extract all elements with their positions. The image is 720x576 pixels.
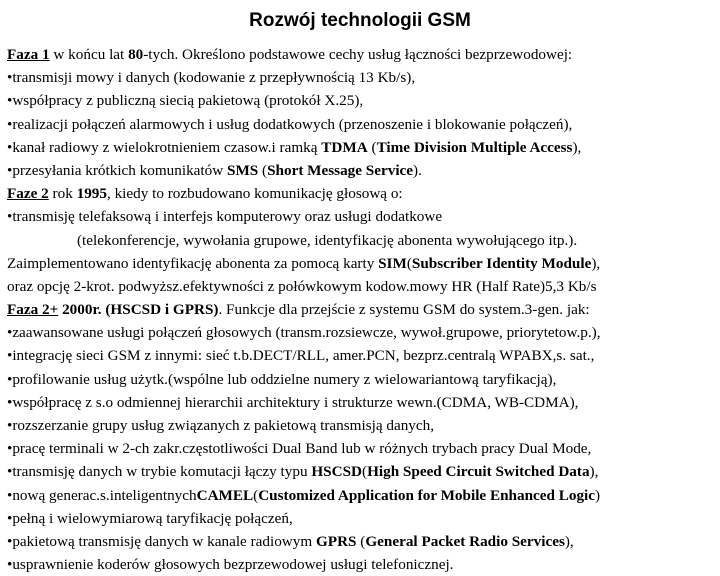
body-line: (telekonferencje, wywołania grupowe, identyfikację abonenta wywołującego itp.). — [77, 231, 578, 249]
body-line: •transmisję telefaksową i interfejs komputerowy oraz usługi dodatkowe — [7, 208, 443, 226]
slide-title: Rozwój technologii GSM — [249, 10, 471, 31]
body-line: •transmisję danych w trybie komutacji łączy typu HSCSD(High Speed Circuit Switched Data), — [7, 463, 599, 481]
body-line: •realizacji połączeń alarmowych i usług dodatkowych (przenoszenie i blokowanie połączeń), — [7, 115, 573, 133]
body-line: Faza 2+ 2000r. (HSCSD i GPRS). Funkcje dla przejście z systemu GSM do system.3-gen. jak: — [7, 301, 590, 319]
body-line: Zaimplementowano identyfikację abonenta za pomocą karty SIM(Subscriber Identity Module), — [7, 254, 601, 272]
body-line: •transmisji mowy i danych (kodowanie z przepływnością 13 Kb/s), — [7, 69, 416, 87]
body-line: •pracę terminali w 2-ch zakr.częstotliwości Dual Band lub w różnych trybach pracy Dual Mode, — [7, 440, 592, 458]
body-line: •pełną i wielowymiarową taryfikację połączeń, — [7, 509, 293, 527]
slide-body — [7, 43, 715, 576]
body-line: •kanał radiowy z wielokrotnieniem czasow.i ramką TDMA (Time Division Multiple Access), — [7, 138, 582, 156]
body-line: •współpracy z publiczną siecią pakietową (protokół X.25), — [7, 92, 364, 110]
body-line: •zaawansowane usługi połączeń głosowych (transm.rozsiewcze, wywoł.grupowe, priorytetow.p.), — [7, 324, 601, 342]
body-line: •profilowanie usług użytk.(wspólne lub oddzielne numery z wielowariantową taryfikacją), — [7, 370, 557, 388]
body-line: •rozszerzanie grupy usług związanych z pakietową transmisją danych, — [7, 417, 435, 434]
body-line: •współpracę z s.o odmiennej hierarchii architektury i strukturze wewn.(CDMA, WB-CDMA), — [7, 393, 579, 411]
body-line: •integrację sieci GSM z innymi: sieć t.b.DECT/RLL, amer.PCN, bezprz.centralą WPABX,s. sat., — [7, 347, 595, 365]
body-line: Faza 1 w końcu lat 80-tych. Określono podstawowe cechy usług łączności bezprzewodowej: — [7, 46, 573, 63]
body-line: oraz opcję 2-krot. podwyższ.efektywności z połówkowym kodow.mowy HR (Half Rate)5,3 Kb/s — [7, 277, 597, 295]
body-line: •usprawnienie koderów głosowych bezprzewodowej usługi telefonicznej. — [7, 556, 454, 574]
body-line: •nową generac.s.inteligentnychCAMEL(Customized Application for Mobile Enhanced Logic) — [7, 486, 601, 504]
body-line: Faze 2 rok 1995, kiedy to rozbudowano komunikację głosową o: — [7, 185, 403, 203]
body-line: •pakietową transmisję danych w kanale radiowym GPRS (General Packet Radio Services), — [7, 532, 574, 550]
body-line: •przesyłania krótkich komunikatów SMS (Short Message Service). — [7, 161, 422, 179]
